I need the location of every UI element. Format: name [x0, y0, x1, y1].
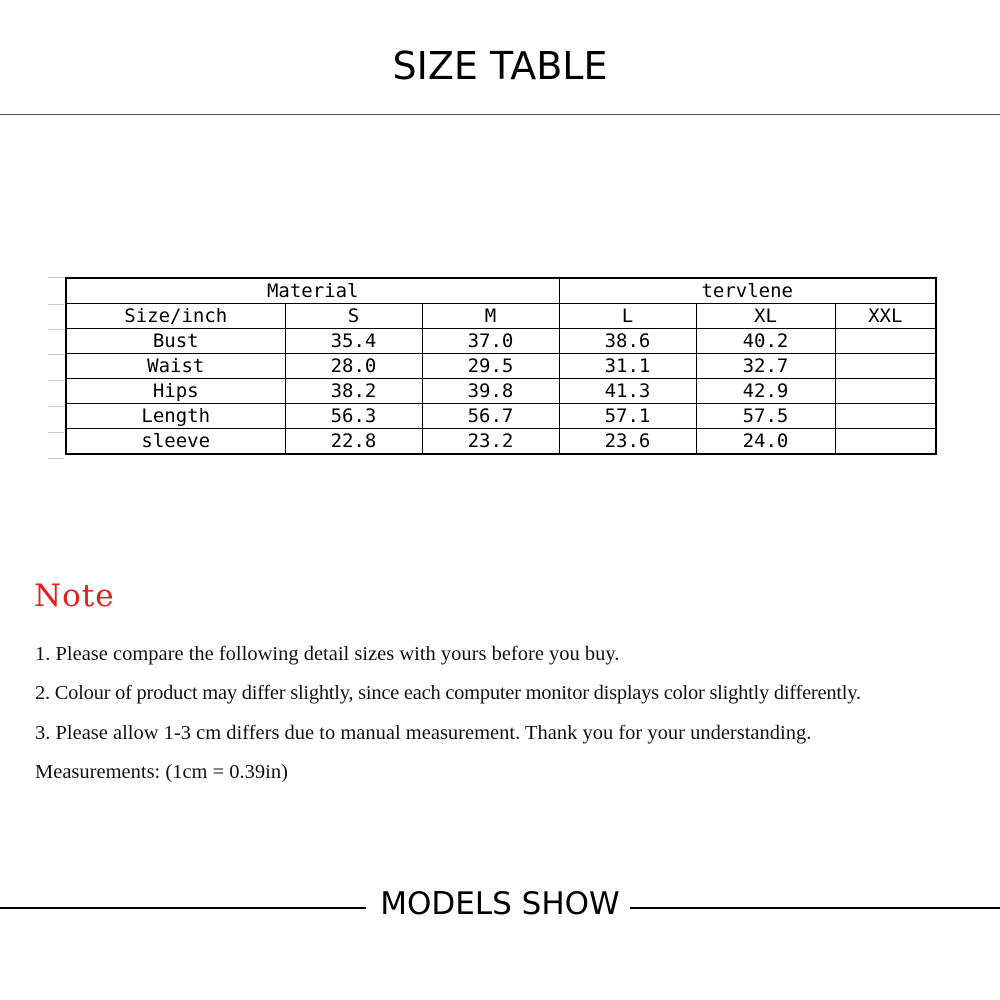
- column-header: XXL: [835, 304, 936, 329]
- table-cell: 35.4: [285, 329, 422, 354]
- table-row: [66, 354, 936, 379]
- page-title: SIZE TABLE: [392, 44, 608, 88]
- row-label: Waist: [66, 354, 285, 379]
- table-cell: 39.8: [422, 379, 559, 404]
- column-header: S: [285, 304, 422, 329]
- column-header: M: [422, 304, 559, 329]
- material-label: Material: [66, 278, 559, 304]
- table-cell: 38.2: [285, 379, 422, 404]
- table-cell: 37.0: [422, 329, 559, 354]
- table-cell: [835, 354, 936, 379]
- size-table: [65, 277, 937, 455]
- table-cell: 32.7: [696, 354, 835, 379]
- table-cell: [835, 329, 936, 354]
- note-line-3: 3. Please allow 1-3 cm differs due to manual measurement. Thank you for your understanding.: [35, 722, 812, 744]
- table-cell: 28.0: [285, 354, 422, 379]
- table-row: [66, 329, 936, 354]
- note-line-1: 1. Please compare the following detail sizes with yours before you buy.: [35, 643, 620, 665]
- row-label: Bust: [66, 329, 285, 354]
- material-row: [66, 278, 936, 304]
- row-label: sleeve: [66, 429, 285, 455]
- table-cell: 40.2: [696, 329, 835, 354]
- table-cell: 22.8: [285, 429, 422, 455]
- row-label: Length: [66, 404, 285, 429]
- table-cell: 57.1: [559, 404, 696, 429]
- note-line-2: 2. Colour of product may differ slightly, since each computer monitor displays color slightly differently.: [35, 682, 861, 704]
- table-row: [66, 404, 936, 429]
- title-divider: [0, 114, 1000, 115]
- table-cell: 42.9: [696, 379, 835, 404]
- note-heading: Note: [34, 578, 115, 614]
- table-cell: 57.5: [696, 404, 835, 429]
- table-cell: 23.6: [559, 429, 696, 455]
- table-margin-ticks: [48, 277, 64, 461]
- table-cell: 56.3: [285, 404, 422, 429]
- table-cell: [835, 404, 936, 429]
- table-cell: 38.6: [559, 329, 696, 354]
- models-show-heading: MODELS SHOW: [380, 886, 620, 922]
- table-cell: 41.3: [559, 379, 696, 404]
- material-value: tervlene: [559, 278, 936, 304]
- table-cell: 56.7: [422, 404, 559, 429]
- table-cell: [835, 429, 936, 455]
- table-row: [66, 379, 936, 404]
- column-header: XL: [696, 304, 835, 329]
- table-cell: 31.1: [559, 354, 696, 379]
- table-cell: 24.0: [696, 429, 835, 455]
- column-header: L: [559, 304, 696, 329]
- size-header-row: [66, 304, 936, 329]
- row-label: Hips: [66, 379, 285, 404]
- measurements-line: Measurements: (1cm = 0.39in): [35, 761, 288, 783]
- table-cell: 29.5: [422, 354, 559, 379]
- table-cell: 23.2: [422, 429, 559, 455]
- table-row: [66, 429, 936, 455]
- table-cell: [835, 379, 936, 404]
- column-header: Size/inch: [66, 304, 285, 329]
